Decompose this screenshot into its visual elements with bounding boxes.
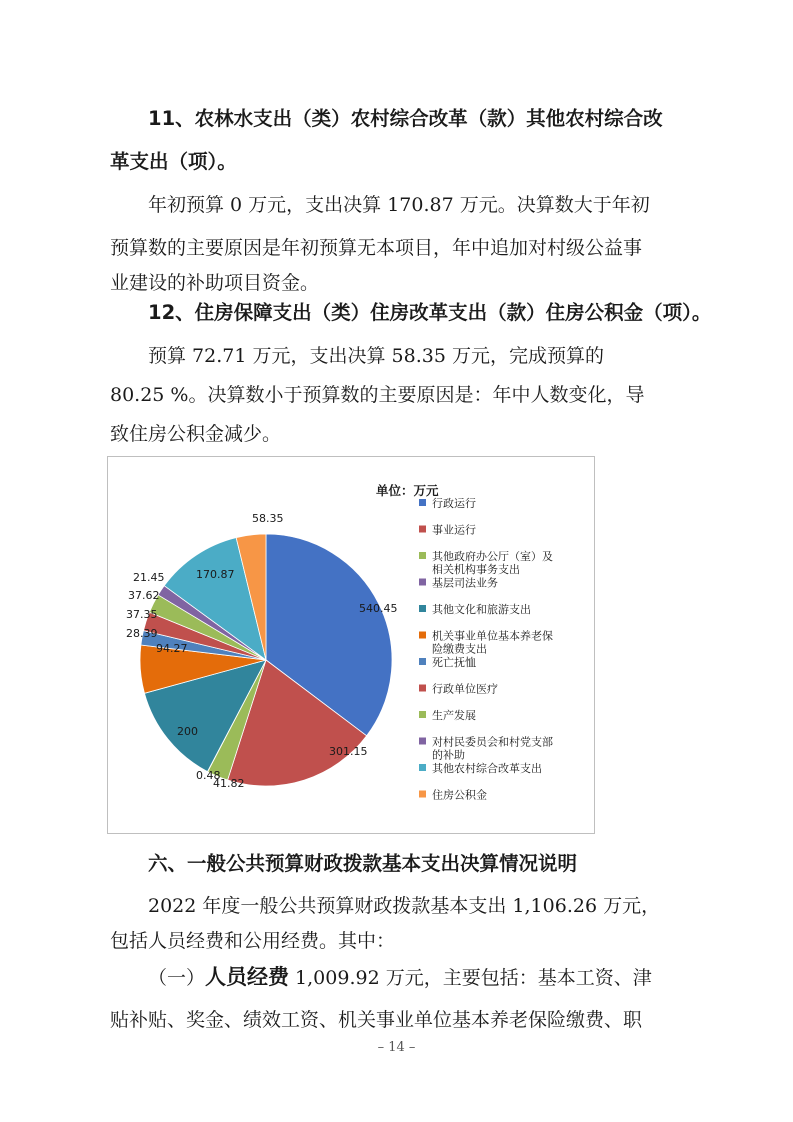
- legend-swatch: [419, 764, 426, 771]
- pie-chart-svg: [108, 457, 594, 833]
- legend-label: 死亡抚恤: [432, 656, 476, 669]
- legend-label: 行政运行: [432, 497, 476, 510]
- pie-data-label: 0.48: [196, 769, 221, 782]
- legend-label: 相关机构事务支出: [432, 563, 520, 576]
- legend-swatch: [419, 499, 426, 506]
- legend-label: 险缴费支出: [432, 642, 487, 656]
- legend-label: 其他文化和旅游支出: [432, 603, 531, 616]
- paragraph-line: 业建设的补助项目资金。: [110, 272, 320, 294]
- legend-label: 对村民委员会和村党支部: [432, 735, 553, 749]
- legend-label: 住房公积金: [432, 788, 487, 802]
- pie-data-label: 170.87: [196, 568, 235, 581]
- expenditure-pie-chart: [107, 456, 595, 834]
- legend-swatch: [419, 605, 426, 612]
- legend-label: 机关事业单位基本养老保: [432, 629, 553, 643]
- legend-swatch: [419, 738, 426, 745]
- paragraph-line: 预算 72.71 万元，支出决算 58.35 万元，完成预算的: [148, 345, 604, 367]
- legend-swatch: [419, 685, 426, 692]
- legend-label: 生产发展: [432, 709, 476, 722]
- pie-data-label: 540.45: [359, 602, 398, 615]
- page-number: – 14 –: [377, 1040, 416, 1055]
- legend-label: 其他农村综合改革支出: [432, 762, 542, 775]
- section-heading: 六、一般公共预算财政拨款基本支出决算情况说明: [148, 852, 578, 875]
- legend-swatch: [419, 526, 426, 533]
- chart-title: 单位：万元: [376, 483, 439, 498]
- paragraph-line: 2022 年度一般公共预算财政拨款基本支出 1,106.26 万元，: [148, 895, 661, 917]
- legend-label: 行政单位医疗: [432, 682, 498, 696]
- paragraph-line: 年初预算 0 万元，支出决算 170.87 万元。决算数大于年初: [148, 194, 650, 216]
- paragraph-suffix: 1,009.92 万元，主要包括：基本工资、津: [289, 967, 652, 989]
- paragraph-line: 80.25 %。决算数小于预算数的主要原因是：年中人数变化，导: [110, 384, 645, 406]
- pie-data-label: 94.27: [156, 642, 188, 655]
- legend-swatch: [419, 552, 426, 559]
- legend-label: 事业运行: [432, 523, 476, 537]
- pie-data-label: 37.35: [126, 608, 158, 621]
- paragraph-line: 致住房公积金减少。: [110, 423, 282, 445]
- legend-swatch: [419, 658, 426, 665]
- legend-swatch: [419, 711, 426, 718]
- pie-data-label: 37.62: [128, 589, 160, 602]
- legend-label: 的补助: [432, 748, 465, 762]
- section-heading: 革支出（项）。: [110, 150, 237, 173]
- section-heading: 12、住房保障支出（类）住房改革支出（款）住房公积金（项）。: [148, 301, 712, 324]
- legend-label: 基层司法业务: [432, 576, 498, 590]
- pie-data-label: 58.35: [252, 512, 284, 525]
- paragraph-line: 包括人员经费和公用经费。其中：: [110, 930, 396, 952]
- pie-data-label: 200: [177, 725, 198, 738]
- pie-data-label: 21.45: [133, 571, 165, 584]
- legend-swatch: [419, 791, 426, 798]
- pie-data-label: 301.15: [329, 745, 368, 758]
- legend-swatch: [419, 632, 426, 639]
- paragraph-line: [148, 962, 793, 993]
- section-heading: 11、农林水支出（类）农村综合改革（款）其他农村综合改: [148, 107, 663, 130]
- legend-label: 其他政府办公厅（室）及: [432, 550, 553, 563]
- paragraph-emphasis: 人员经费: [205, 965, 290, 989]
- pie-data-label: 28.39: [126, 627, 158, 640]
- paragraph-prefix: （一）: [148, 967, 206, 989]
- pie-data-label: 41.82: [213, 777, 245, 790]
- paragraph-line: 贴补贴、奖金、绩效工资、机关事业单位基本养老保险缴费、职: [110, 1009, 643, 1031]
- legend-swatch: [419, 579, 426, 586]
- paragraph-line: 预算数的主要原因是年初预算无本项目，年中追加对村级公益事: [110, 237, 643, 259]
